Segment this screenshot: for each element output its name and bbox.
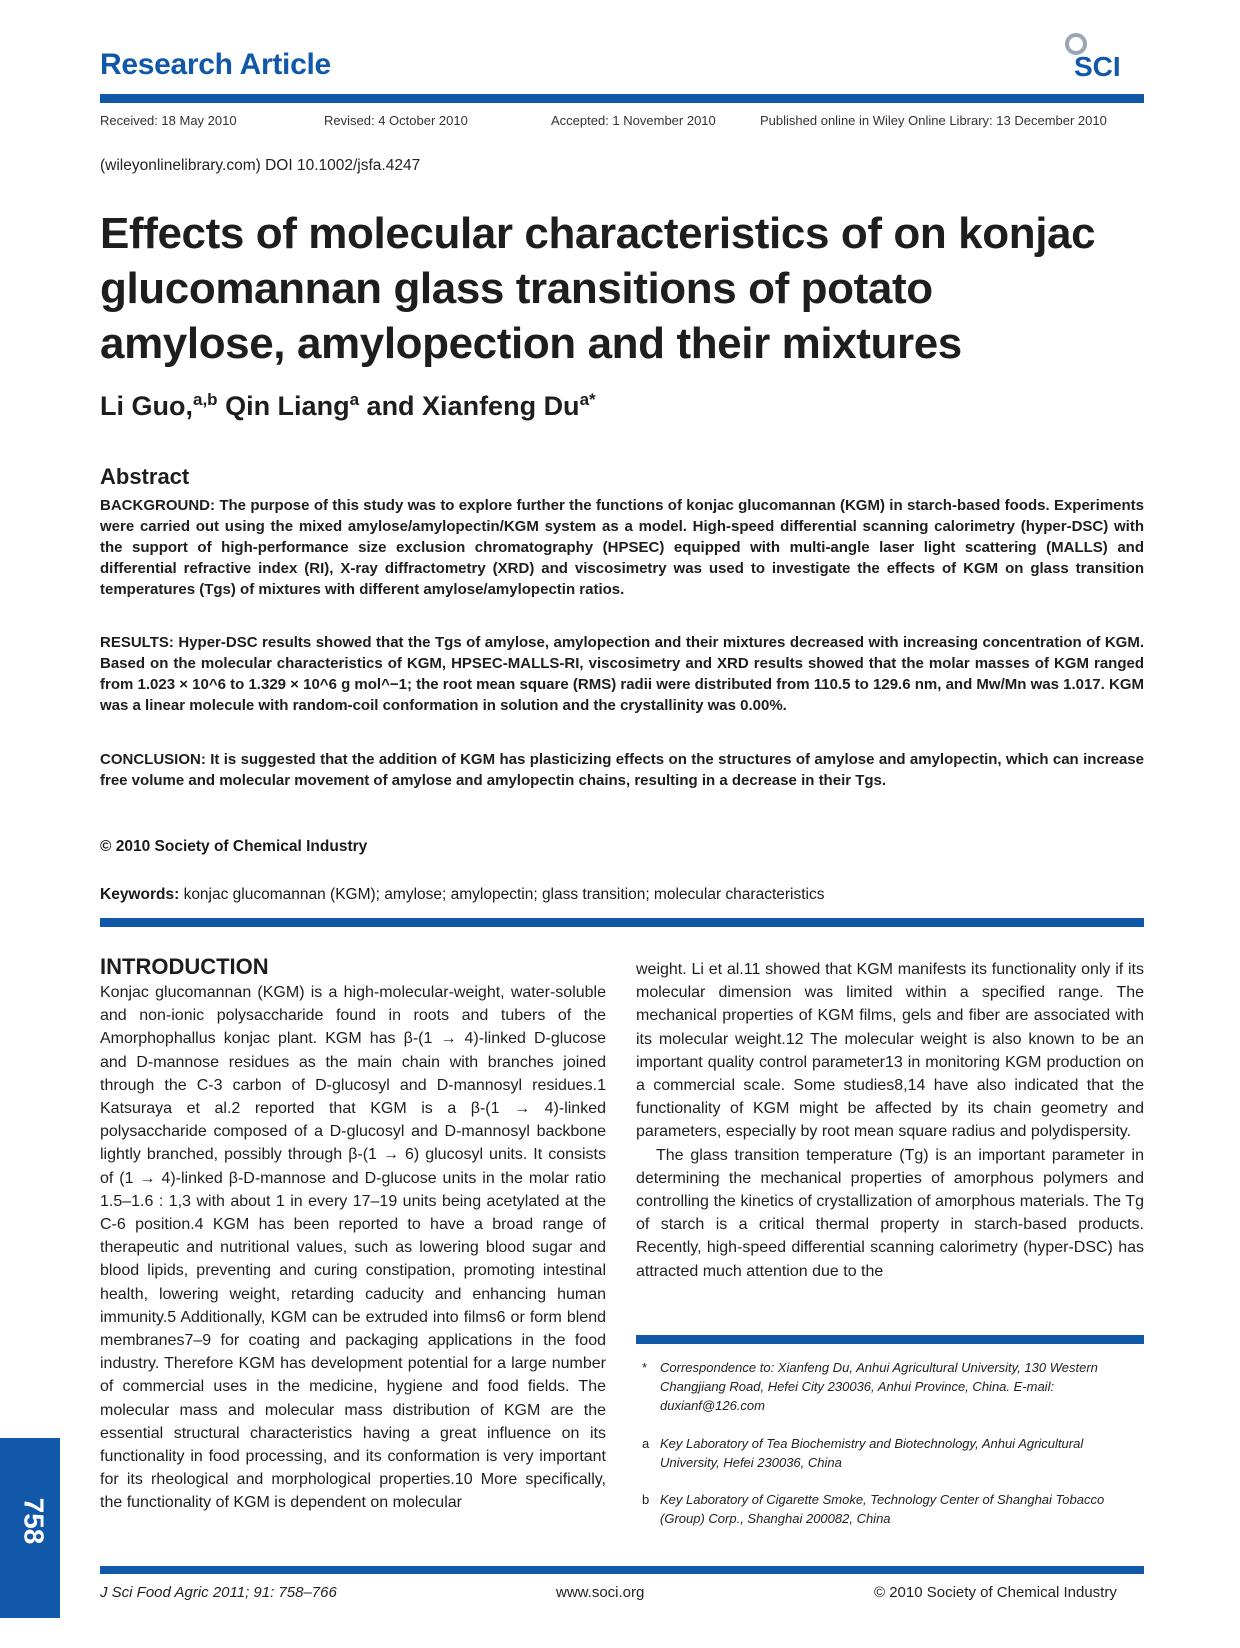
header-rule (100, 94, 1144, 103)
title-line: amylose, amylopection and their mixtures (100, 319, 962, 368)
author-name: and Xianfeng Du (366, 391, 580, 421)
author-list (100, 390, 596, 422)
article-title (100, 206, 1160, 371)
abstract-conclusion: CONCLUSION: It is suggested that the addition of KGM has plasticizing effects on the structures of amylose and amylopectin, which can increase free volume and molecular movement of amylose and amylopectin chains, resulting in a decrease in their Tgs. (100, 751, 1144, 789)
page-number: 758 (18, 1497, 50, 1545)
abstract-background: BACKGROUND: The purpose of this study was to explore further the functions of konjac glucomannan (KGM) in starch-based foods. Experiments were carried out using the mixed amylose/amylopectin/KGM system as a model. High-speed differential scanning calorimetry (hyper-DSC) with the support of high-performance size exclusion chromatography (HPSEC) equipped with multi-angle laser light scattering (MALLS) and differential refractive index (RI), X-ray diffractometry (XRD) and viscosimetry was used to investigate the effects of KGM on glass transition temperatures (Tgs) of mixtures with different amylose/amylopectin ratios. (100, 497, 1144, 598)
article-type: Research Article (100, 48, 331, 81)
footnote-correspondence (636, 1358, 1144, 1415)
footnote-affiliation-a (636, 1434, 1144, 1472)
author-name: Qin Liang (225, 391, 350, 421)
author-affiliation: a* (579, 390, 596, 409)
abstract-heading: Abstract (100, 464, 190, 489)
title-line: glucomannan glass transitions of potato (100, 264, 933, 313)
keywords-label: Keywords: (100, 886, 180, 903)
footer-rule (100, 1566, 1144, 1574)
footnote-affiliation-b (636, 1490, 1144, 1528)
footer-website[interactable]: www.soci.org (556, 1584, 645, 1601)
footnote-mark: a (642, 1436, 650, 1451)
journal-citation: J Sci Food Agric 2011; 91: 758–766 (100, 1584, 337, 1601)
soci-logo-mark (1052, 30, 1144, 86)
introduction-left-column: Konjac glucomannan (KGM) is a high-molecular-weight, water-soluble and non-ionic polysaccharide found in roots and tubers of the Amorphophallus konjac plant. KGM has β-(1 → 4)-linked D-glucose and D-mannose residues as the main chain with branches joined through the C-3 carbon of D-glucosyl and D-mannosyl residues.1 Katsuraya et al.2 reported that KGM is a β-(1 → 4)-linked polysaccharide composed of a D-glucosyl and D-mannosyl backbone lightly branched, possibly through β-(1 → 6) glucosyl units. It consists of (1 → 4)-linked β-D-mannose and D-glucose units in the molar ratio 1.5–1.6 : 1,3 with about 1 in every 17–19 units being acetylated at the C-6 position.4 KGM has been reported to have a broad range of therapeutic and nutritional values, such as lowering blood sugar and blood lipids, preventing and curing constipation, promoting intestinal health, lowering weight, retarding caducity and enhancing human immunity.5 Additionally, KGM can be extruded into films6 or form blend membranes7–9 for coating and packaging applications in the food industry. Therefore KGM has development potential for a large number of commercial uses in the medicine, hygiene and food fields. The molecular mass and molecular mass distribution of KGM are the essential structural characteristics having a great influence on its functionality in food processing, and its conformation is very important for its rheological and morphological properties.10 More specifically, the functionality of KGM is dependent on molecular (100, 984, 606, 1512)
introduction-right-column (636, 958, 1144, 1283)
footnote-mark: b (642, 1492, 650, 1507)
accepted-date: Accepted: 1 November 2010 (551, 113, 716, 128)
author-name: Li Guo, (100, 391, 193, 421)
footnote-text: Correspondence to: Xianfeng Du, Anhui Agricultural University, 130 Western Changjiang Road, Hefei City 230036, Anhui Province, China. E-mail: duxianf@126.com (660, 1360, 1098, 1413)
svg-text:SCI: SCI (1074, 51, 1121, 82)
keywords-text: konjac glucomannan (KGM); amylose; amylopectin; glass transition; molecular characteristics (183, 886, 825, 903)
footnote-rule (636, 1335, 1144, 1344)
introduction-heading: INTRODUCTION (100, 954, 269, 979)
doi[interactable]: (wileyonlinelibrary.com) DOI 10.1002/jsfa.4247 (100, 157, 421, 174)
title-line: Effects of molecular characteristics of on konjac (100, 209, 1096, 258)
footnote-text: Key Laboratory of Tea Biochemistry and Biotechnology, Anhui Agricultural University, Hefei 230036, China (660, 1436, 1084, 1470)
footnote-text: Key Laboratory of Cigarette Smoke, Technology Center of Shanghai Tobacco (Group) Corp., Shanghai 200082, China (660, 1492, 1105, 1526)
received-date: Received: 18 May 2010 (100, 113, 237, 128)
paragraph: The glass transition temperature (Tg) is an important parameter in determining the mechanical properties of amorphous polymers and controlling the kinetics of crystallization of amorphous materials. The Tg of starch is a critical thermal property in starch-based products. Recently, high-speed differential scanning calorimetry (hyper-DSC) has attracted much attention due to the (636, 1146, 1144, 1280)
author-affiliation: a (349, 390, 360, 409)
published-date: Published online in Wiley Online Library: 13 December 2010 (760, 113, 1107, 128)
abstract-copyright: © 2010 Society of Chemical Industry (100, 838, 368, 855)
section-rule (100, 918, 1144, 927)
footer-copyright: © 2010 Society of Chemical Industry (874, 1584, 1117, 1601)
footnote-mark: * (642, 1360, 648, 1375)
keywords (100, 886, 825, 904)
author-affiliation: a,b (192, 390, 218, 409)
abstract-results: RESULTS: Hyper-DSC results showed that the Tgs of amylose, amylopection and their mixtures decreased with increasing concentration of KGM. Based on the molecular characteristics of KGM, HPSEC-MALLS-RI, viscosimetry and XRD results showed that the molar masses of KGM ranged from 1.023 × 10^6 to 1.329 × 10^6 g mol^−1; the root mean square (RMS) radii were distributed from 110.5 to 129.6 nm, and Mw/Mn was 1.017. KGM was a linear molecule with random-coil conformation in solution and the crystallinity was 0.00%. (100, 634, 1144, 714)
soci-logo (1052, 30, 1144, 86)
paragraph: weight. Li et al.11 showed that KGM manifests its functionality only if its molecular dimension was limited within a specified range. The mechanical properties of KGM films, gels and fiber are associated with its molecular weight.12 The molecular weight is also known to be an important quality control parameter13 in monitoring KGM production on a commercial scale. Some studies8,14 have also indicated that the functionality of KGM might be affected by its chain geometry and parameters, especially by root mean square radius and polydispersity. (636, 961, 1144, 1141)
revised-date: Revised: 4 October 2010 (324, 113, 468, 128)
